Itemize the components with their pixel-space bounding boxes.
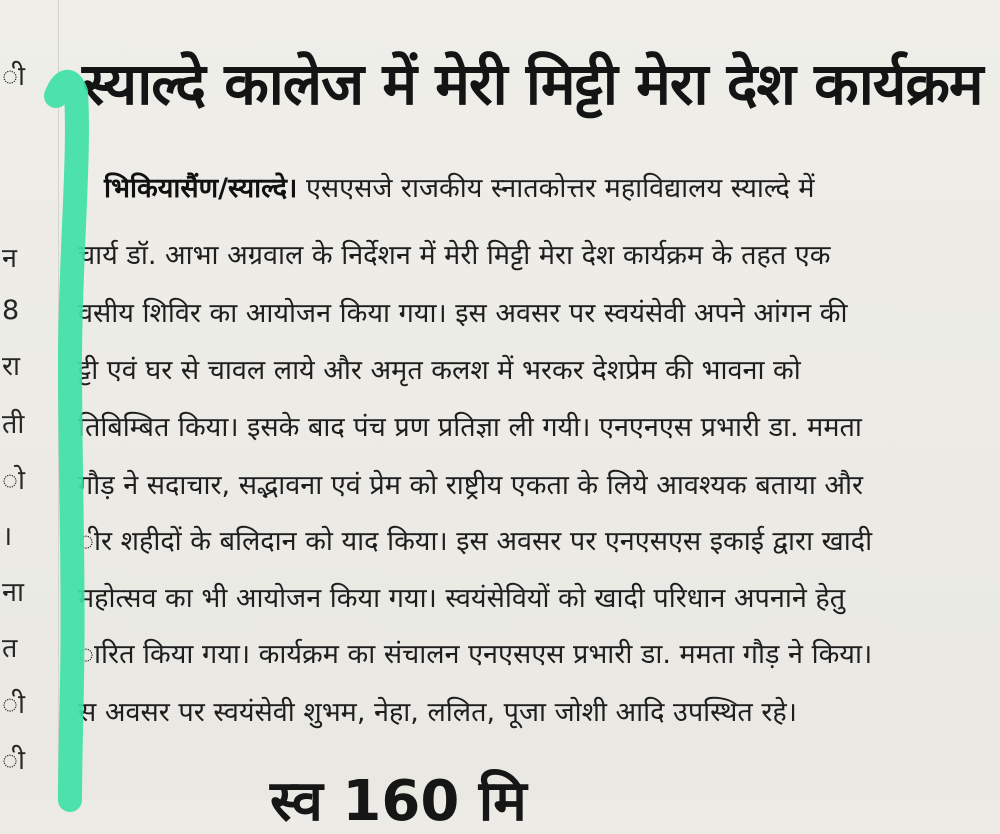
- article-dateline: भिकियासैंण/स्याल्दे।: [104, 173, 298, 204]
- left-column-fragment: ।: [2, 521, 13, 552]
- article-headline: स्याल्दे कालेज में मेरी मिट्टी मेरा देश कार्यक्रम: [82, 50, 983, 118]
- left-column-fragment: त: [2, 633, 18, 664]
- article-line: ट्टी एवं घर से चावल लाये और अमृत कलश में भरकर देशप्रेम की भावना को: [78, 355, 801, 386]
- article-line: [104, 166, 964, 212]
- left-column-fragment: ो: [2, 465, 26, 496]
- left-column-fragment: ी: [2, 745, 26, 776]
- article-line: चार्य डॉ. आभा अग्रवाल के निर्देशन में मेरी मिट्टी मेरा देश कार्यक्रम के तहत एक: [78, 240, 831, 271]
- left-column-fragment: ी: [2, 61, 26, 92]
- article-line-text: एसएसजे राजकीय स्नातकोत्तर महाविद्यालय स्याल्दे में: [305, 173, 815, 204]
- article-line: गौड़ ने सदाचार, सद्भावना एवं प्रेम को राष्ट्रीय एकता के लिये आवश्यक बताया और: [78, 470, 864, 501]
- left-column-fragment: ती: [2, 409, 25, 440]
- left-column-fragment: न: [2, 243, 17, 274]
- article-line: तिबिम्बित किया। इसके बाद पंच प्रण प्रतिज्ञा ली गयी। एनएनएस प्रभारी डा. ममता: [78, 412, 862, 443]
- article-line: महोत्सव का भी आयोजन किया गया। स्वयंसेवियों को खादी परिधान अपनाने हेतु: [78, 583, 846, 614]
- article-line: ारित किया गया। कार्यक्रम का संचालन एनएसएस प्रभारी डा. ममता गौड़ ने किया।: [78, 639, 873, 670]
- left-column-fragment: रा: [2, 351, 21, 382]
- left-column-fragment: ना: [2, 577, 24, 608]
- article-line: वसीय शिविर का आयोजन किया गया। इस अवसर पर स्वयंसेवी अपने आंगन की: [78, 298, 848, 329]
- left-column-fragment: ी: [2, 689, 26, 720]
- article-line: स अवसर पर स्वयंसेवी शुभम, नेहा, ललित, पूजा जोशी आदि उपस्थित रहे।: [78, 697, 797, 728]
- left-column-fragment: 8: [2, 295, 20, 326]
- article-line: ीर शहीदों के बलिदान को याद किया। इस अवसर पर एनएसएस इकाई द्वारा खादी: [78, 526, 873, 557]
- next-article-headline-cutoff: स्व 160 मि: [270, 769, 527, 834]
